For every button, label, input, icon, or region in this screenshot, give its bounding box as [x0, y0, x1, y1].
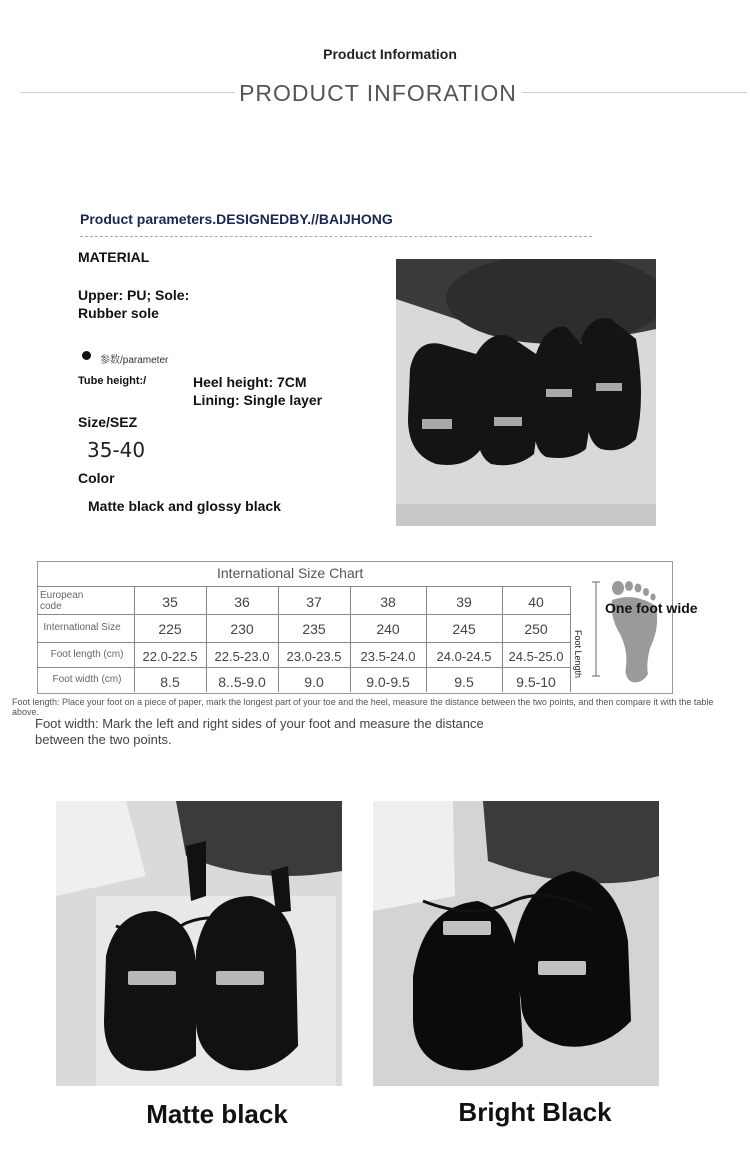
table-cell: 35: [162, 594, 178, 610]
params-title: Product parameters.DESIGNEDBY.//BAIJHONG: [80, 211, 393, 227]
table-cell: 38: [380, 594, 396, 610]
caption-matte-black: Matte black: [146, 1099, 288, 1129]
table-rule: [37, 586, 570, 587]
table-cell: 22.0-22.5: [142, 649, 198, 664]
table-rule: [570, 586, 571, 692]
heel-height: Heel height: 7CM: [193, 374, 307, 390]
color-label: Color: [78, 470, 115, 486]
table-rule: [37, 667, 570, 668]
table-cell: 22.5-23.0: [214, 649, 270, 664]
lining: Lining: Single layer: [193, 392, 323, 408]
table-cell: 37: [306, 594, 322, 610]
table-cell: 24.0-24.5: [436, 649, 492, 664]
table-cell: 40: [528, 594, 544, 610]
size-chart-title: International Size Chart: [217, 565, 364, 581]
material-label: MATERIAL: [78, 249, 150, 265]
table-rule: [37, 614, 570, 615]
parameter-tag: 参数/parameter: [100, 355, 169, 366]
foot-width-note-line2: between the two points.: [35, 732, 172, 747]
table-cell: 250: [524, 621, 548, 637]
product-photo-matte: [56, 801, 342, 1086]
row-header-european: European code: [40, 590, 84, 612]
table-cell: 36: [234, 594, 250, 610]
foot-length-note: Foot length: Place your foot on a piece of paper, mark the longest part of your toe and the heel, measure the distance between the two points, and then compare it with the table above.: [12, 697, 714, 717]
params-divider: [80, 236, 592, 237]
table-cell: 9.5: [454, 674, 474, 690]
size-label: Size/SEZ: [78, 414, 138, 430]
row-header-foot-width: Foot width (cm): [52, 674, 122, 685]
table-cell: 8..5-9.0: [218, 674, 266, 690]
table-cell: 23.5-24.0: [360, 649, 416, 664]
table-cell: 39: [456, 594, 472, 610]
table-cell: 245: [452, 621, 476, 637]
table-cell: 225: [158, 621, 182, 637]
table-cell: 230: [230, 621, 254, 637]
table-cell: 24.5-25.0: [508, 649, 564, 664]
upper-sole-line2: Rubber sole: [78, 305, 159, 321]
section-title: PRODUCT INFORATION: [239, 80, 517, 106]
table-cell: 240: [376, 621, 400, 637]
tube-height: Tube height:/: [78, 375, 147, 387]
table-cell: 8.5: [160, 674, 180, 690]
table-cell: 9.5-10: [516, 674, 556, 690]
table-cell: 235: [302, 621, 326, 637]
row-header-international: International Size: [43, 622, 121, 633]
caption-bright-black: Bright Black: [458, 1097, 612, 1127]
foot-width-note-line1: Foot width: Mark the left and right sides of your foot and measure the distance: [35, 716, 484, 731]
color-value: Matte black and glossy black: [88, 498, 281, 514]
foot-diagram: [590, 578, 670, 686]
foot-wide-label: One foot wide: [605, 600, 698, 616]
bullet-dot: [82, 351, 91, 360]
foot-length-label: Foot Length: [573, 630, 583, 679]
row-header-foot-length: Foot length (cm): [50, 649, 124, 660]
size-range: 35-40: [87, 438, 146, 462]
table-cell: 9.0: [304, 674, 324, 690]
table-cell: 9.0-9.5: [366, 674, 410, 690]
product-photo-bright: [373, 801, 659, 1086]
product-photo-top: [396, 259, 656, 526]
upper-sole-line1: Upper: PU; Sole:: [78, 287, 190, 303]
table-rule: [37, 642, 570, 643]
section-subtitle: Product Information: [323, 46, 457, 62]
table-cell: 23.0-23.5: [286, 649, 342, 664]
